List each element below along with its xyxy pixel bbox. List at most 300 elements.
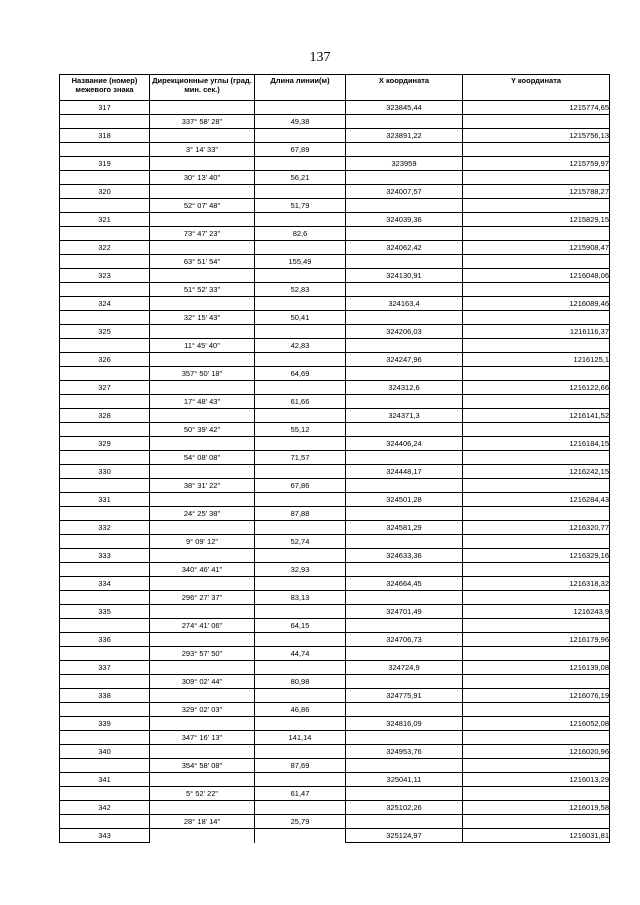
empty-cell: [255, 493, 346, 507]
x-coordinate-cell: 324406,24: [346, 437, 463, 451]
table-row: [60, 661, 610, 675]
empty-cell: [150, 773, 255, 787]
point-name-cell: 340: [60, 745, 150, 759]
x-coordinate-cell: 324312,6: [346, 381, 463, 395]
y-coordinate-cell: 1216184,15: [463, 437, 610, 451]
empty-cell: [150, 437, 255, 451]
y-coordinate-cell: 1216125,1: [463, 353, 610, 367]
empty-cell: [346, 395, 463, 409]
x-coordinate-cell: 325124,97: [346, 829, 463, 843]
empty-cell: [463, 731, 610, 745]
table-row: [60, 507, 610, 521]
empty-cell: [346, 283, 463, 297]
y-coordinate-cell: 1216284,43: [463, 493, 610, 507]
y-coordinate-cell: 1215759,97: [463, 157, 610, 171]
empty-cell: [150, 745, 255, 759]
x-coordinate-cell: 324581,29: [346, 521, 463, 535]
empty-cell: [150, 549, 255, 563]
y-coordinate-cell: 1216076,19: [463, 689, 610, 703]
empty-cell: [346, 479, 463, 493]
empty-cell: [150, 213, 255, 227]
table-row: [60, 129, 610, 143]
empty-cell: [255, 717, 346, 731]
point-name-cell: 326: [60, 353, 150, 367]
table-row: [60, 563, 610, 577]
empty-cell: [255, 269, 346, 283]
direction-angle-cell: 30° 13' 40": [150, 171, 255, 185]
empty-cell: [60, 339, 150, 353]
line-length-cell: 155,49: [255, 255, 346, 269]
x-coordinate-cell: 325041,11: [346, 773, 463, 787]
point-name-cell: 342: [60, 801, 150, 815]
table-row: [60, 241, 610, 255]
table-row: [60, 801, 610, 815]
x-coordinate-cell: 324062,42: [346, 241, 463, 255]
table-row: [60, 787, 610, 801]
table-row: [60, 157, 610, 171]
x-coordinate-cell: 324724,9: [346, 661, 463, 675]
point-name-cell: 333: [60, 549, 150, 563]
y-coordinate-cell: 1216329,16: [463, 549, 610, 563]
empty-cell: [346, 311, 463, 325]
table-row: [60, 171, 610, 185]
table-row: [60, 689, 610, 703]
table-row: [60, 269, 610, 283]
empty-cell: [150, 577, 255, 591]
empty-cell: [150, 101, 255, 115]
empty-cell: [255, 521, 346, 535]
y-coordinate-cell: 1216179,96: [463, 633, 610, 647]
direction-angle-cell: 50° 39' 42": [150, 423, 255, 437]
line-length-cell: 67,86: [255, 479, 346, 493]
y-coordinate-cell: 1216116,37: [463, 325, 610, 339]
x-coordinate-cell: 325102,26: [346, 801, 463, 815]
empty-cell: [60, 255, 150, 269]
y-coordinate-cell: 1216089,46: [463, 297, 610, 311]
empty-cell: [463, 647, 610, 661]
empty-cell: [150, 241, 255, 255]
point-name-cell: 341: [60, 773, 150, 787]
line-length-cell: 50,41: [255, 311, 346, 325]
direction-angle-cell: 63° 51' 54": [150, 255, 255, 269]
table-row: [60, 549, 610, 563]
line-length-cell: 61,66: [255, 395, 346, 409]
point-name-cell: 331: [60, 493, 150, 507]
y-coordinate-cell: 1216139,08: [463, 661, 610, 675]
empty-cell: [346, 675, 463, 689]
x-coordinate-cell: 324007,57: [346, 185, 463, 199]
empty-cell: [150, 325, 255, 339]
empty-cell: [346, 815, 463, 829]
direction-angle-cell: 329° 02' 03": [150, 703, 255, 717]
point-name-cell: 329: [60, 437, 150, 451]
empty-cell: [150, 297, 255, 311]
y-coordinate-cell: 1216320,77: [463, 521, 610, 535]
table-row: [60, 773, 610, 787]
empty-cell: [60, 227, 150, 241]
direction-angle-cell: 17° 48' 43": [150, 395, 255, 409]
table-row: [60, 745, 610, 759]
table-body: [60, 101, 610, 843]
line-length-cell: 32,93: [255, 563, 346, 577]
y-coordinate-cell: 1215829,15: [463, 213, 610, 227]
empty-cell: [463, 703, 610, 717]
empty-cell: [346, 255, 463, 269]
empty-cell: [346, 423, 463, 437]
point-name-cell: 337: [60, 661, 150, 675]
y-coordinate-cell: 1215908,47: [463, 241, 610, 255]
y-coordinate-cell: 1215774,65: [463, 101, 610, 115]
x-coordinate-cell: 324816,09: [346, 717, 463, 731]
empty-cell: [346, 591, 463, 605]
empty-cell: [255, 213, 346, 227]
empty-cell: [60, 815, 150, 829]
empty-cell: [150, 521, 255, 535]
empty-cell: [463, 619, 610, 633]
empty-cell: [346, 759, 463, 773]
empty-cell: [463, 171, 610, 185]
table-header-row: [60, 75, 610, 101]
empty-cell: [255, 829, 346, 843]
empty-cell: [346, 115, 463, 129]
table-row: [60, 521, 610, 535]
empty-cell: [255, 661, 346, 675]
y-coordinate-cell: 1216048,06: [463, 269, 610, 283]
header-point-name: Название (номер) межевого знака: [60, 75, 150, 101]
empty-cell: [255, 409, 346, 423]
empty-cell: [463, 115, 610, 129]
line-length-cell: 87,88: [255, 507, 346, 521]
line-length-cell: 80,98: [255, 675, 346, 689]
x-coordinate-cell: 324953,76: [346, 745, 463, 759]
empty-cell: [150, 829, 255, 843]
empty-cell: [346, 367, 463, 381]
y-coordinate-cell: 1215756,13: [463, 129, 610, 143]
line-length-cell: 25,79: [255, 815, 346, 829]
empty-cell: [60, 703, 150, 717]
empty-cell: [463, 199, 610, 213]
table-row: [60, 479, 610, 493]
empty-cell: [60, 759, 150, 773]
empty-cell: [346, 619, 463, 633]
empty-cell: [346, 731, 463, 745]
table-row: [60, 535, 610, 549]
empty-cell: [60, 311, 150, 325]
x-coordinate-cell: 323891,22: [346, 129, 463, 143]
point-name-cell: 334: [60, 577, 150, 591]
empty-cell: [60, 787, 150, 801]
empty-cell: [255, 325, 346, 339]
table-row: [60, 605, 610, 619]
point-name-cell: 343: [60, 829, 150, 843]
x-coordinate-cell: 324501,28: [346, 493, 463, 507]
table-row: [60, 143, 610, 157]
direction-angle-cell: 293° 57' 50": [150, 647, 255, 661]
empty-cell: [150, 689, 255, 703]
table-row: [60, 423, 610, 437]
y-coordinate-cell: 1216031,81: [463, 829, 610, 843]
empty-cell: [150, 157, 255, 171]
empty-cell: [346, 199, 463, 213]
table-row: [60, 731, 610, 745]
empty-cell: [255, 157, 346, 171]
empty-cell: [255, 465, 346, 479]
table-row: [60, 829, 610, 843]
empty-cell: [60, 171, 150, 185]
empty-cell: [463, 367, 610, 381]
empty-cell: [255, 773, 346, 787]
table-row: [60, 619, 610, 633]
empty-cell: [463, 675, 610, 689]
empty-cell: [255, 297, 346, 311]
empty-cell: [60, 451, 150, 465]
direction-angle-cell: 347° 16' 13": [150, 731, 255, 745]
empty-cell: [346, 227, 463, 241]
direction-angle-cell: 354° 58' 08": [150, 759, 255, 773]
point-name-cell: 324: [60, 297, 150, 311]
boundary-coordinates-table: [59, 74, 610, 843]
header-x-coordinate: X координата: [346, 75, 463, 101]
x-coordinate-cell: 324163,4: [346, 297, 463, 311]
empty-cell: [60, 479, 150, 493]
empty-cell: [463, 423, 610, 437]
empty-cell: [463, 815, 610, 829]
direction-angle-cell: 52° 07' 48": [150, 199, 255, 213]
line-length-cell: 64,69: [255, 367, 346, 381]
point-name-cell: 318: [60, 129, 150, 143]
header-line-length: Длина линии(м): [255, 75, 346, 101]
empty-cell: [150, 185, 255, 199]
direction-angle-cell: 28° 18' 14": [150, 815, 255, 829]
empty-cell: [463, 591, 610, 605]
direction-angle-cell: 54° 08' 08": [150, 451, 255, 465]
empty-cell: [150, 493, 255, 507]
empty-cell: [346, 143, 463, 157]
empty-cell: [463, 787, 610, 801]
empty-cell: [346, 563, 463, 577]
empty-cell: [346, 647, 463, 661]
empty-cell: [60, 591, 150, 605]
header-y-coordinate: Y координата: [463, 75, 610, 101]
direction-angle-cell: 357° 50' 18": [150, 367, 255, 381]
empty-cell: [150, 605, 255, 619]
direction-angle-cell: 51° 52' 33": [150, 283, 255, 297]
x-coordinate-cell: 324247,96: [346, 353, 463, 367]
y-coordinate-cell: 1216019,58: [463, 801, 610, 815]
empty-cell: [150, 409, 255, 423]
empty-cell: [463, 339, 610, 353]
x-coordinate-cell: 324039,36: [346, 213, 463, 227]
line-length-cell: 61,47: [255, 787, 346, 801]
empty-cell: [346, 507, 463, 521]
x-coordinate-cell: 324633,36: [346, 549, 463, 563]
table-row: [60, 213, 610, 227]
table-row: [60, 185, 610, 199]
x-coordinate-cell: 324371,3: [346, 409, 463, 423]
empty-cell: [255, 437, 346, 451]
line-length-cell: 46,86: [255, 703, 346, 717]
empty-cell: [60, 199, 150, 213]
table-row: [60, 199, 610, 213]
empty-cell: [463, 255, 610, 269]
table-row: [60, 633, 610, 647]
table-row: [60, 395, 610, 409]
x-coordinate-cell: 323845,44: [346, 101, 463, 115]
line-length-cell: 55,12: [255, 423, 346, 437]
direction-angle-cell: 309° 02' 44": [150, 675, 255, 689]
table-row: [60, 647, 610, 661]
y-coordinate-cell: 1216013,29: [463, 773, 610, 787]
empty-cell: [463, 563, 610, 577]
empty-cell: [463, 143, 610, 157]
empty-cell: [150, 353, 255, 367]
x-coordinate-cell: 324664,45: [346, 577, 463, 591]
table-row: [60, 311, 610, 325]
point-name-cell: 323: [60, 269, 150, 283]
line-length-cell: 52,74: [255, 535, 346, 549]
y-coordinate-cell: 1216318,32: [463, 577, 610, 591]
empty-cell: [463, 479, 610, 493]
table-row: [60, 675, 610, 689]
table-row: [60, 465, 610, 479]
direction-angle-cell: 337° 58' 28": [150, 115, 255, 129]
y-coordinate-cell: 1216052,08: [463, 717, 610, 731]
empty-cell: [150, 269, 255, 283]
empty-cell: [150, 129, 255, 143]
table-row: [60, 283, 610, 297]
table-row: [60, 381, 610, 395]
x-coordinate-cell: 323959: [346, 157, 463, 171]
empty-cell: [463, 395, 610, 409]
empty-cell: [255, 101, 346, 115]
y-coordinate-cell: 1216020,96: [463, 745, 610, 759]
empty-cell: [60, 731, 150, 745]
empty-cell: [60, 647, 150, 661]
header-direction-angle: Дирекционные углы (град. мин. сек.): [150, 75, 255, 101]
empty-cell: [346, 535, 463, 549]
line-length-cell: 51,79: [255, 199, 346, 213]
direction-angle-cell: 5° 52' 22": [150, 787, 255, 801]
empty-cell: [60, 563, 150, 577]
direction-angle-cell: 340° 46' 41": [150, 563, 255, 577]
direction-angle-cell: 38° 31' 22": [150, 479, 255, 493]
table-row: [60, 815, 610, 829]
y-coordinate-cell: 1216141,52: [463, 409, 610, 423]
line-length-cell: 83,13: [255, 591, 346, 605]
line-length-cell: 67,89: [255, 143, 346, 157]
empty-cell: [255, 577, 346, 591]
direction-angle-cell: 3° 14' 33": [150, 143, 255, 157]
empty-cell: [346, 339, 463, 353]
empty-cell: [346, 703, 463, 717]
empty-cell: [60, 619, 150, 633]
empty-cell: [60, 115, 150, 129]
x-coordinate-cell: 324448,17: [346, 465, 463, 479]
line-length-cell: 56,21: [255, 171, 346, 185]
direction-angle-cell: 32° 15' 43": [150, 311, 255, 325]
empty-cell: [60, 283, 150, 297]
empty-cell: [255, 549, 346, 563]
y-coordinate-cell: 1216242,15: [463, 465, 610, 479]
direction-angle-cell: 274° 41' 06": [150, 619, 255, 633]
empty-cell: [255, 689, 346, 703]
table-row: [60, 703, 610, 717]
table-row: [60, 325, 610, 339]
point-name-cell: 335: [60, 605, 150, 619]
x-coordinate-cell: 324701,49: [346, 605, 463, 619]
point-name-cell: 321: [60, 213, 150, 227]
empty-cell: [255, 605, 346, 619]
empty-cell: [150, 465, 255, 479]
table-row: [60, 255, 610, 269]
line-length-cell: 49,38: [255, 115, 346, 129]
empty-cell: [255, 353, 346, 367]
empty-cell: [255, 381, 346, 395]
point-name-cell: 330: [60, 465, 150, 479]
point-name-cell: 325: [60, 325, 150, 339]
empty-cell: [60, 143, 150, 157]
table-row: [60, 101, 610, 115]
line-length-cell: 52,83: [255, 283, 346, 297]
empty-cell: [60, 423, 150, 437]
table-row: [60, 451, 610, 465]
direction-angle-cell: 296° 27' 37": [150, 591, 255, 605]
table-row: [60, 227, 610, 241]
point-name-cell: 332: [60, 521, 150, 535]
x-coordinate-cell: 324206,03: [346, 325, 463, 339]
empty-cell: [150, 661, 255, 675]
point-name-cell: 327: [60, 381, 150, 395]
point-name-cell: 339: [60, 717, 150, 731]
direction-angle-cell: 11° 45' 40": [150, 339, 255, 353]
empty-cell: [463, 535, 610, 549]
table-row: [60, 353, 610, 367]
line-length-cell: 87,69: [255, 759, 346, 773]
empty-cell: [463, 451, 610, 465]
direction-angle-cell: 73° 47' 23": [150, 227, 255, 241]
empty-cell: [346, 451, 463, 465]
point-name-cell: 338: [60, 689, 150, 703]
table-row: [60, 437, 610, 451]
empty-cell: [60, 507, 150, 521]
line-length-cell: 71,57: [255, 451, 346, 465]
table-row: [60, 367, 610, 381]
empty-cell: [346, 787, 463, 801]
line-length-cell: 44,74: [255, 647, 346, 661]
line-length-cell: 141,14: [255, 731, 346, 745]
line-length-cell: 82,6: [255, 227, 346, 241]
empty-cell: [60, 395, 150, 409]
page-number: 137: [309, 50, 331, 65]
empty-cell: [150, 633, 255, 647]
point-name-cell: 336: [60, 633, 150, 647]
table-row: [60, 115, 610, 129]
empty-cell: [60, 675, 150, 689]
empty-cell: [255, 801, 346, 815]
empty-cell: [463, 227, 610, 241]
point-name-cell: 317: [60, 101, 150, 115]
table-row: [60, 493, 610, 507]
empty-cell: [463, 507, 610, 521]
table-row: [60, 577, 610, 591]
empty-cell: [150, 381, 255, 395]
table-row: [60, 339, 610, 353]
empty-cell: [346, 171, 463, 185]
point-name-cell: 320: [60, 185, 150, 199]
table-row: [60, 591, 610, 605]
empty-cell: [150, 801, 255, 815]
table-row: [60, 297, 610, 311]
